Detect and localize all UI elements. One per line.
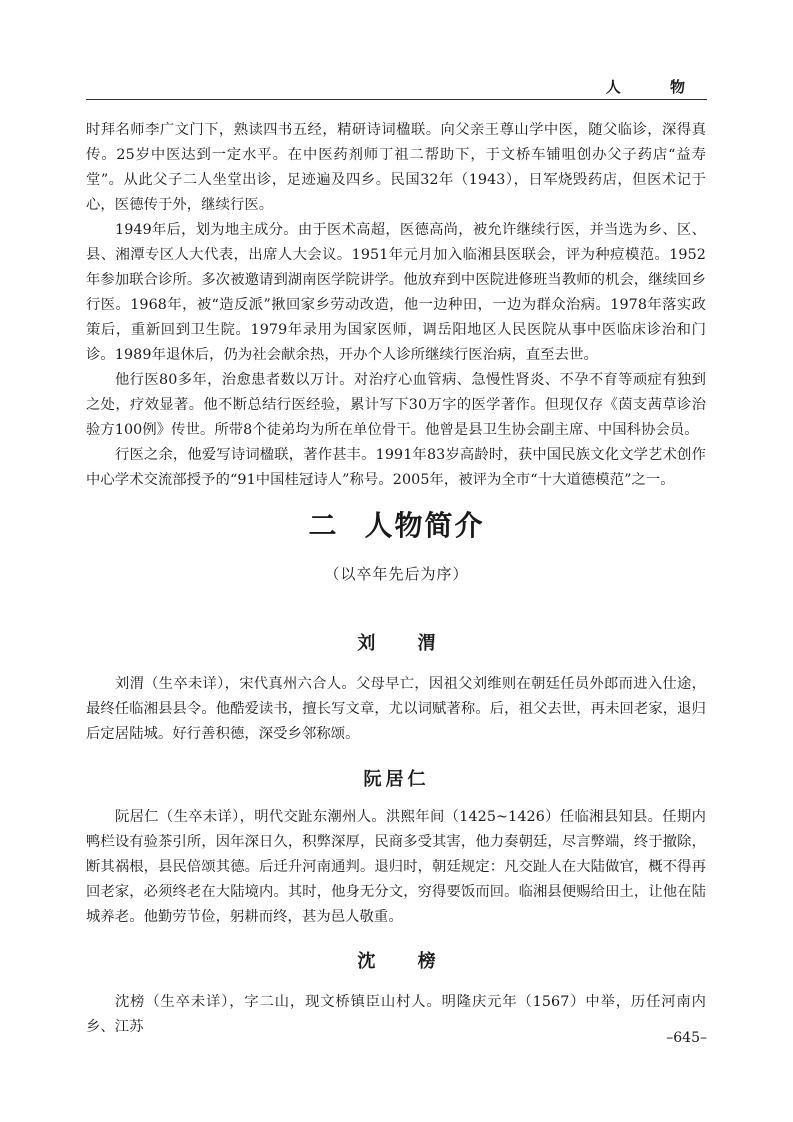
person-name-liu-wei: 刘 渭: [357, 633, 454, 654]
intro-paragraph-2: 1949年后，划为地主成分。由于医术高超，医德高尚，被允许继续行医，并当选为乡、区、县、湘潭专区人大代表，出席人大会议。1951年元月加入临湘县医联会，评为种痘模范。1952年参加联合诊所。多次被邀请到湖南医学院讲学。他放弃到中医院进修班当教师的机会，继续回乡行医。1968年，被“造反派”揪回家乡劳动改造，他一边种田，一边为群众治病。1978年落实政策后，重新回到卫生院。1979年录用为国家医师，调岳阳地区人民医院从事中医临床诊治和门诊。1989年退休后，仍为社会献余热，开办个人诊所继续行医治病，直至去世。: [86, 222, 706, 363]
header-divider: [86, 99, 707, 100]
person-entry-ruan-juren: [86, 805, 706, 930]
intro-paragraph-4: 行医之余，他爱写诗词楹联，著作甚丰。1991年83岁高龄时，获中国民族文化文学艺术创作中心学术交流部授予的“91中国桂冠诗人”称号。2005年，被评为全市“十大道德模范”之一。: [86, 447, 706, 488]
person-entry-shen-bang: [86, 990, 706, 1040]
section-number: 二: [308, 509, 339, 542]
section-title: 人物简介: [364, 509, 485, 542]
intro-paragraph-1: 时拜名师李广文门下，熟读四书五经，精研诗词楹联。向父亲王尊山学中医，随父临诊，深得真传。25岁中医达到一定水平。在中医药剂师丁祖二帮助下，于文桥车铺咀创办父子药店“益寿堂”。从此父子二人坐堂出诊，足迹遍及四乡。民国32年（1943），日军烧毁药店，但医术记于心，医德传于外，继续行医。: [86, 122, 706, 213]
person-bio: 沈榜（生卒未详），字二山，现文桥镇臣山村人。明隆庆元年（1567）中举，历任河南内乡、江苏: [86, 994, 706, 1035]
person-bio: 刘渭（生卒未详），宋代真州六合人。父母早亡，因祖父刘维则在朝廷任员外郎而进入仕途，最终任临湘县县令。他酷爱读书，擅长写文章，尤以词赋著称。后，祖父去世，再未回老家，退归后定居陆城。好行善积德，深受乡邻称颂。: [86, 676, 706, 742]
person-bio: 阮居仁（生卒未详），明代交趾东潮州人。洪熙年间（1425~1426）任临湘县知县。任期内鸭栏设有验茶引所，因年深日久，积弊深厚，民商多受其害，他力奏朝廷，尽言弊端，终于撤除，断其祸根，县民倍颂其德。后迁升河南通判。退归时，朝廷规定：凡交趾人在大陆做官，概不得再回老家，必须终老在大陆境内。其时，他身无分文，穷得要饭而回。临湘县便赐给田土，让他在陆城养老。他勤劳节俭，躬耕而终，甚为邑人敬重。: [86, 809, 706, 925]
intro-paragraph-3: 他行医80多年，治愈患者数以万计。对治疗心血管病、急慢性肾炎、不孕不育等顽症有独到之处，疗效显著。他不断总结行医经验，累计写下30万字的医学著作。但现仅存《茵支茜草诊治验方100例》传世。所带8个徒弟均为所在单位骨干。他曾是县卫生协会副主席、中国科协会员。: [86, 372, 706, 438]
section-heading: [0, 504, 793, 544]
intro-text: [86, 118, 706, 493]
section-subtitle: （以卒年先后为序）: [324, 565, 469, 583]
person-name-shen-bang: 沈 榜: [357, 951, 454, 972]
person-name-ruan-juren: 阮居仁: [363, 769, 430, 790]
running-header-title: 人 物: [605, 78, 707, 96]
person-entry-liu-wei: [86, 672, 706, 747]
page-number: –645–: [666, 1030, 707, 1046]
